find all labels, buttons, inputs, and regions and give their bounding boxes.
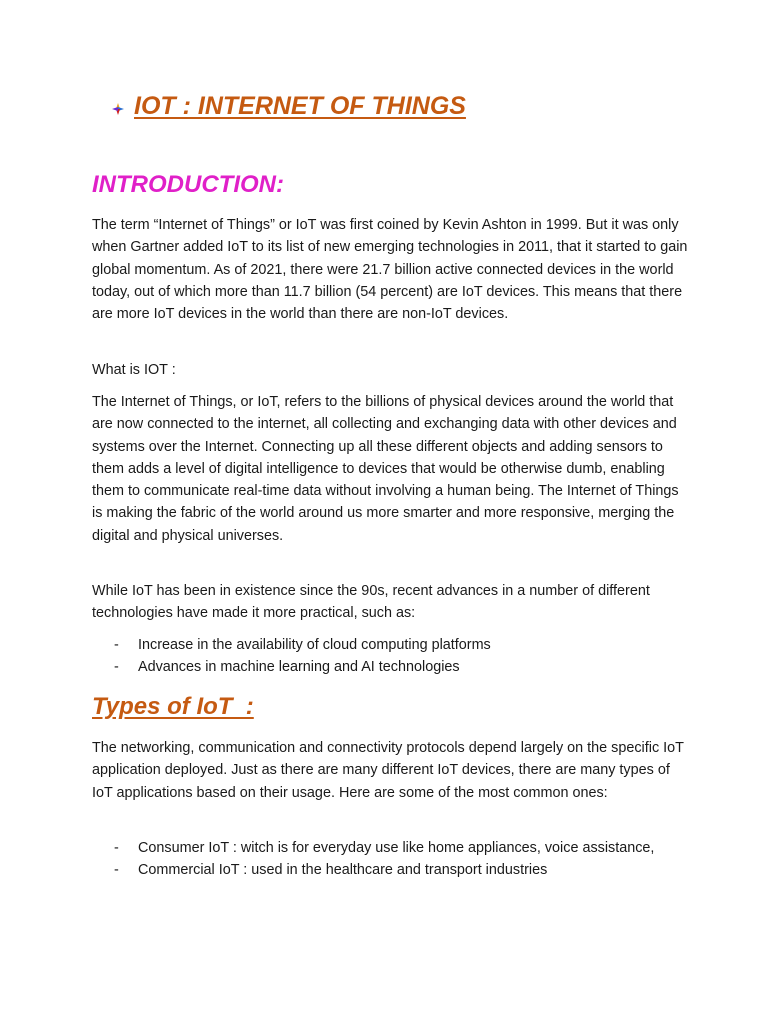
list-item: [92, 859, 692, 881]
list-item: [92, 656, 692, 678]
list-item-text: Consumer IoT : witch is for everyday use like home appliances, voice assistance,: [138, 840, 655, 856]
list-dash: -: [114, 659, 119, 676]
document-title-text: IOT : INTERNET OF THINGS: [134, 92, 466, 120]
list-dash: -: [114, 840, 119, 856]
list-dash: -: [114, 637, 119, 653]
list-item: [92, 837, 692, 859]
list-item-text: Increase in the availability of cloud computing platforms: [138, 637, 491, 653]
list-item: [92, 634, 692, 656]
introduction-heading: INTRODUCTION:: [92, 171, 284, 198]
what-is-iot-label: What is IOT :: [92, 362, 176, 378]
four-color-diamond-bullet-icon: [112, 103, 124, 115]
what-is-iot-paragraph: The Internet of Things, or IoT, refers to the billions of physical devices around the world that are now connected to the internet, all collecting and exchanging data with other devices and systems over the Internet. Connecting up all these different objects and adding sensors to them adds a level of digital intelligence to devices that would be otherwise dumb, enabling them to communicate real-time data without involving a human being. The Internet of Things is making the fabric of the world around us more smarter and more responsive, merging the digital and physical universes.: [92, 394, 679, 544]
types-paragraph: The networking, communication and connectivity protocols depend largely on the specific IoT application deployed. Just as there are many different IoT devices, there are many types of IoT applications based on their usage. Here are some of the most common ones:: [92, 740, 684, 801]
types-of-iot-heading: Types of IoT :: [92, 693, 254, 720]
introduction-paragraph: The term “Internet of Things” or IoT was first coined by Kevin Ashton in 1999. But it was only when Gartner added IoT to its list of new emerging technologies in 2011, that it started to gain global momentum. As of 2021, there were 21.7 billion active connected devices in the world today, out of which more than 11.7 billion (54 percent) are IoT devices. This means that there are more IoT devices in the world than there are non-IoT devices.: [92, 217, 688, 323]
document-title: [112, 92, 466, 121]
types-list: [92, 837, 692, 882]
advances-list: [92, 634, 692, 679]
list-dash: -: [114, 862, 119, 879]
list-item-text: Commercial IoT : used in the healthcare and transport industries: [138, 862, 548, 879]
list-item-text: Advances in machine learning and AI technologies: [138, 659, 460, 676]
advances-paragraph: While IoT has been in existence since the 90s, recent advances in a number of different technologies have made it more practical, such as:: [92, 583, 650, 622]
